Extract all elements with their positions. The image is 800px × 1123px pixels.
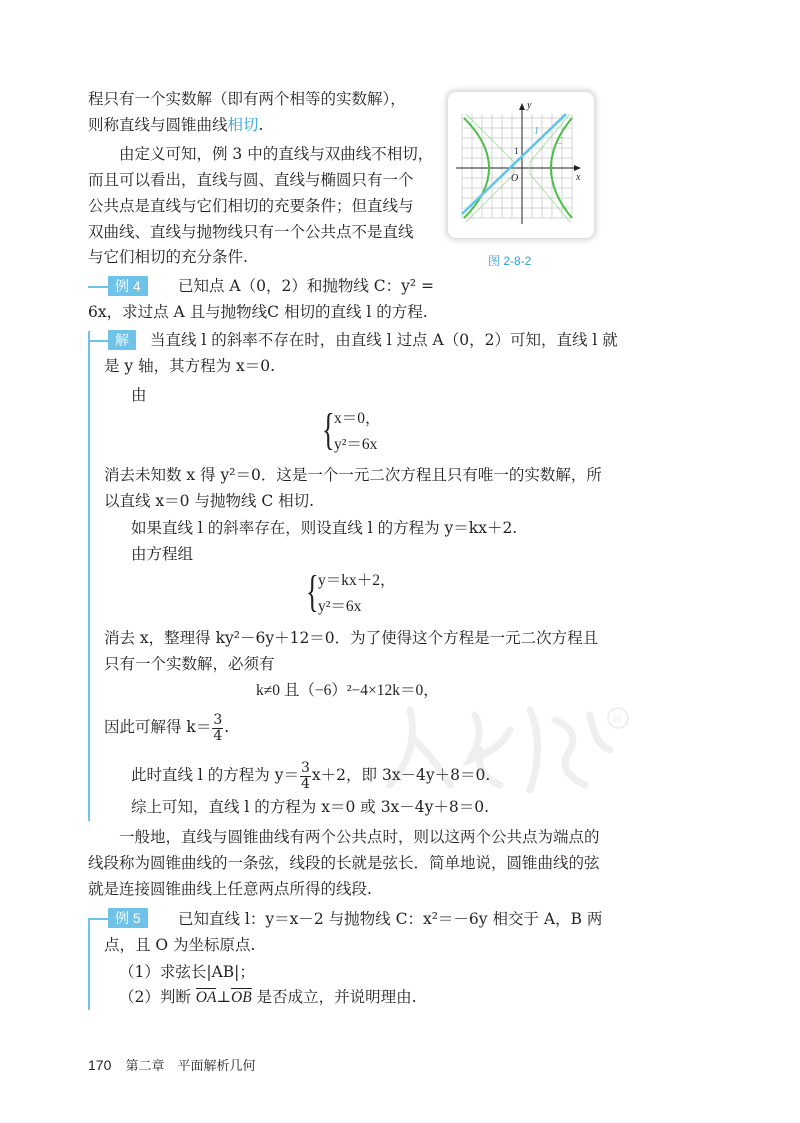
k-period: .	[224, 718, 230, 736]
solution-line-2: 是 y 轴，其方程为 x＝0.	[104, 357, 276, 375]
intro-text: 则称直线与圆锥曲线	[88, 116, 228, 134]
chapter-title: 第二章 平面解析几何	[125, 1059, 256, 1074]
figure-axis-y: y	[527, 100, 532, 111]
figure-card	[448, 92, 594, 238]
para2-line-2: 而且可以看出，直线与圆、直线与椭圆只有一个	[88, 171, 414, 189]
slope-denominator: 4	[301, 775, 310, 792]
solution-line-13: 综上可知，直线 l 的方程为 x＝0 或 3x－4y＋8＝0.	[131, 798, 490, 816]
para2-line-1: 由定义可知，例 3 中的直线与双曲线不相切，	[119, 145, 434, 163]
line-eq-rest: x＋2，即 3x－4y＋8＝0.	[311, 766, 491, 784]
figure-tick: 1	[514, 146, 519, 156]
solution-line-11	[104, 712, 229, 744]
system2-eq2: y²＝6x	[318, 598, 362, 615]
para2-line-5: 与它们相切的充分条件.	[88, 248, 248, 266]
intro-line-1: 程只有一个实数解（即有两个相等的实数解），	[88, 90, 406, 108]
example4-line-1: 已知点 A（0，2）和抛物线 C：y² =	[178, 277, 435, 295]
intro-line-2	[88, 114, 263, 136]
solution-bar	[88, 331, 90, 821]
page-number: 170	[88, 1057, 112, 1073]
vector-ob: OB	[231, 989, 252, 1006]
slope-numerator: 3	[301, 759, 310, 776]
example5-line-2: 点，且 O 为坐标原点.	[104, 936, 256, 954]
solution-line-7: 由方程组	[131, 545, 194, 563]
para3-line-3: 就是连接圆锥曲线上任意两点所得的线段.	[88, 880, 372, 898]
example5-line-1: 已知直线 l：y＝x－2 与抛物线 C：x²＝－6y 相交于 A，B 两	[178, 910, 603, 928]
para3-line-2: 线段称为圆锥曲线的一条弦，线段的长就是弦长．简单地说，圆锥曲线的弦	[88, 854, 600, 872]
k-value-text: 因此可解得 k＝	[104, 718, 212, 736]
figure-caption: 图 2-8-2	[488, 254, 532, 268]
example5-label: 例 5	[108, 908, 148, 928]
perp-symbol: ⊥	[216, 988, 232, 1006]
condition-equation: k≠0 且（−6）²−4×12k＝0，	[256, 682, 439, 699]
page-footer	[88, 1055, 256, 1074]
solution-line-3: 由	[131, 386, 147, 404]
k-numerator: 3	[213, 711, 223, 728]
example4-label: 例 4	[108, 276, 148, 296]
publisher-watermark	[380, 690, 640, 800]
svg-text:R: R	[613, 712, 622, 726]
solution-line-9: 只有一个实数解，必须有	[104, 655, 275, 673]
figure-curve-label: C	[556, 136, 563, 147]
para2-line-3: 公共点是直线与它们相切的充要条件；但直线与	[88, 197, 414, 215]
example5-bar	[88, 918, 90, 1010]
para3-line-1: 一般地，直线与圆锥曲线有两个公共点时，则以这两个公共点为端点的	[119, 828, 600, 846]
line-eq-text: 此时直线 l 的方程为 y＝	[131, 766, 299, 784]
example4-rule	[88, 286, 108, 288]
solution-label: 解	[108, 330, 136, 350]
para2-line-4: 双曲线、直线与抛物线只有一个公共点不是直线	[88, 223, 414, 241]
k-fraction	[212, 713, 223, 744]
intro-period: .	[258, 116, 264, 134]
example5-question-2	[119, 986, 417, 1009]
question-2-suffix: 是否成立，并说明理由.	[251, 988, 417, 1006]
solution-line-1: 当直线 l 的斜率不存在时，由直线 l 过点 A（0，2）可知，直线 l 就	[150, 331, 618, 349]
example5-rule	[88, 918, 108, 920]
solution-line-4: 消去未知数 x 得 y²＝0．这是一个一元二次方程且只有唯一的实数解，所	[104, 466, 602, 484]
term-tangent: 相切	[227, 116, 259, 134]
solution-line-6: 如果直线 l 的斜率存在，则设直线 l 的方程为 y＝kx＋2.	[131, 519, 518, 537]
solution-line-5: 以直线 x＝0 与抛物线 C 相切.	[104, 492, 315, 510]
hyperbola-figure	[448, 92, 594, 238]
system1-eq2: y²＝6x	[334, 436, 378, 453]
vector-oa: OA	[195, 989, 217, 1006]
question-2-prefix: （2）判断	[119, 988, 196, 1006]
system1-brace: {	[322, 405, 335, 454]
k-denominator: 4	[213, 727, 223, 744]
example4-line-2: 6x，求过点 A 且与抛物线C 相切的直线 l 的方程.	[88, 303, 428, 321]
solution-line-8: 消去 x，整理得 ky²－6y＋12＝0．为了使得这个方程是一元二次方程且	[104, 629, 599, 647]
figure-axis-x: x	[576, 172, 581, 183]
slope-fraction	[300, 761, 311, 792]
system2-brace: {	[306, 567, 319, 616]
system2-eq1: y＝kx＋2，	[318, 572, 396, 589]
figure-origin: O	[511, 173, 519, 184]
figure-line-label: l	[535, 126, 538, 137]
example5-question-1: （1）求弦长|AB|；	[119, 963, 255, 981]
solution-rule	[88, 340, 108, 342]
system1-eq1: x＝0，	[334, 410, 381, 427]
